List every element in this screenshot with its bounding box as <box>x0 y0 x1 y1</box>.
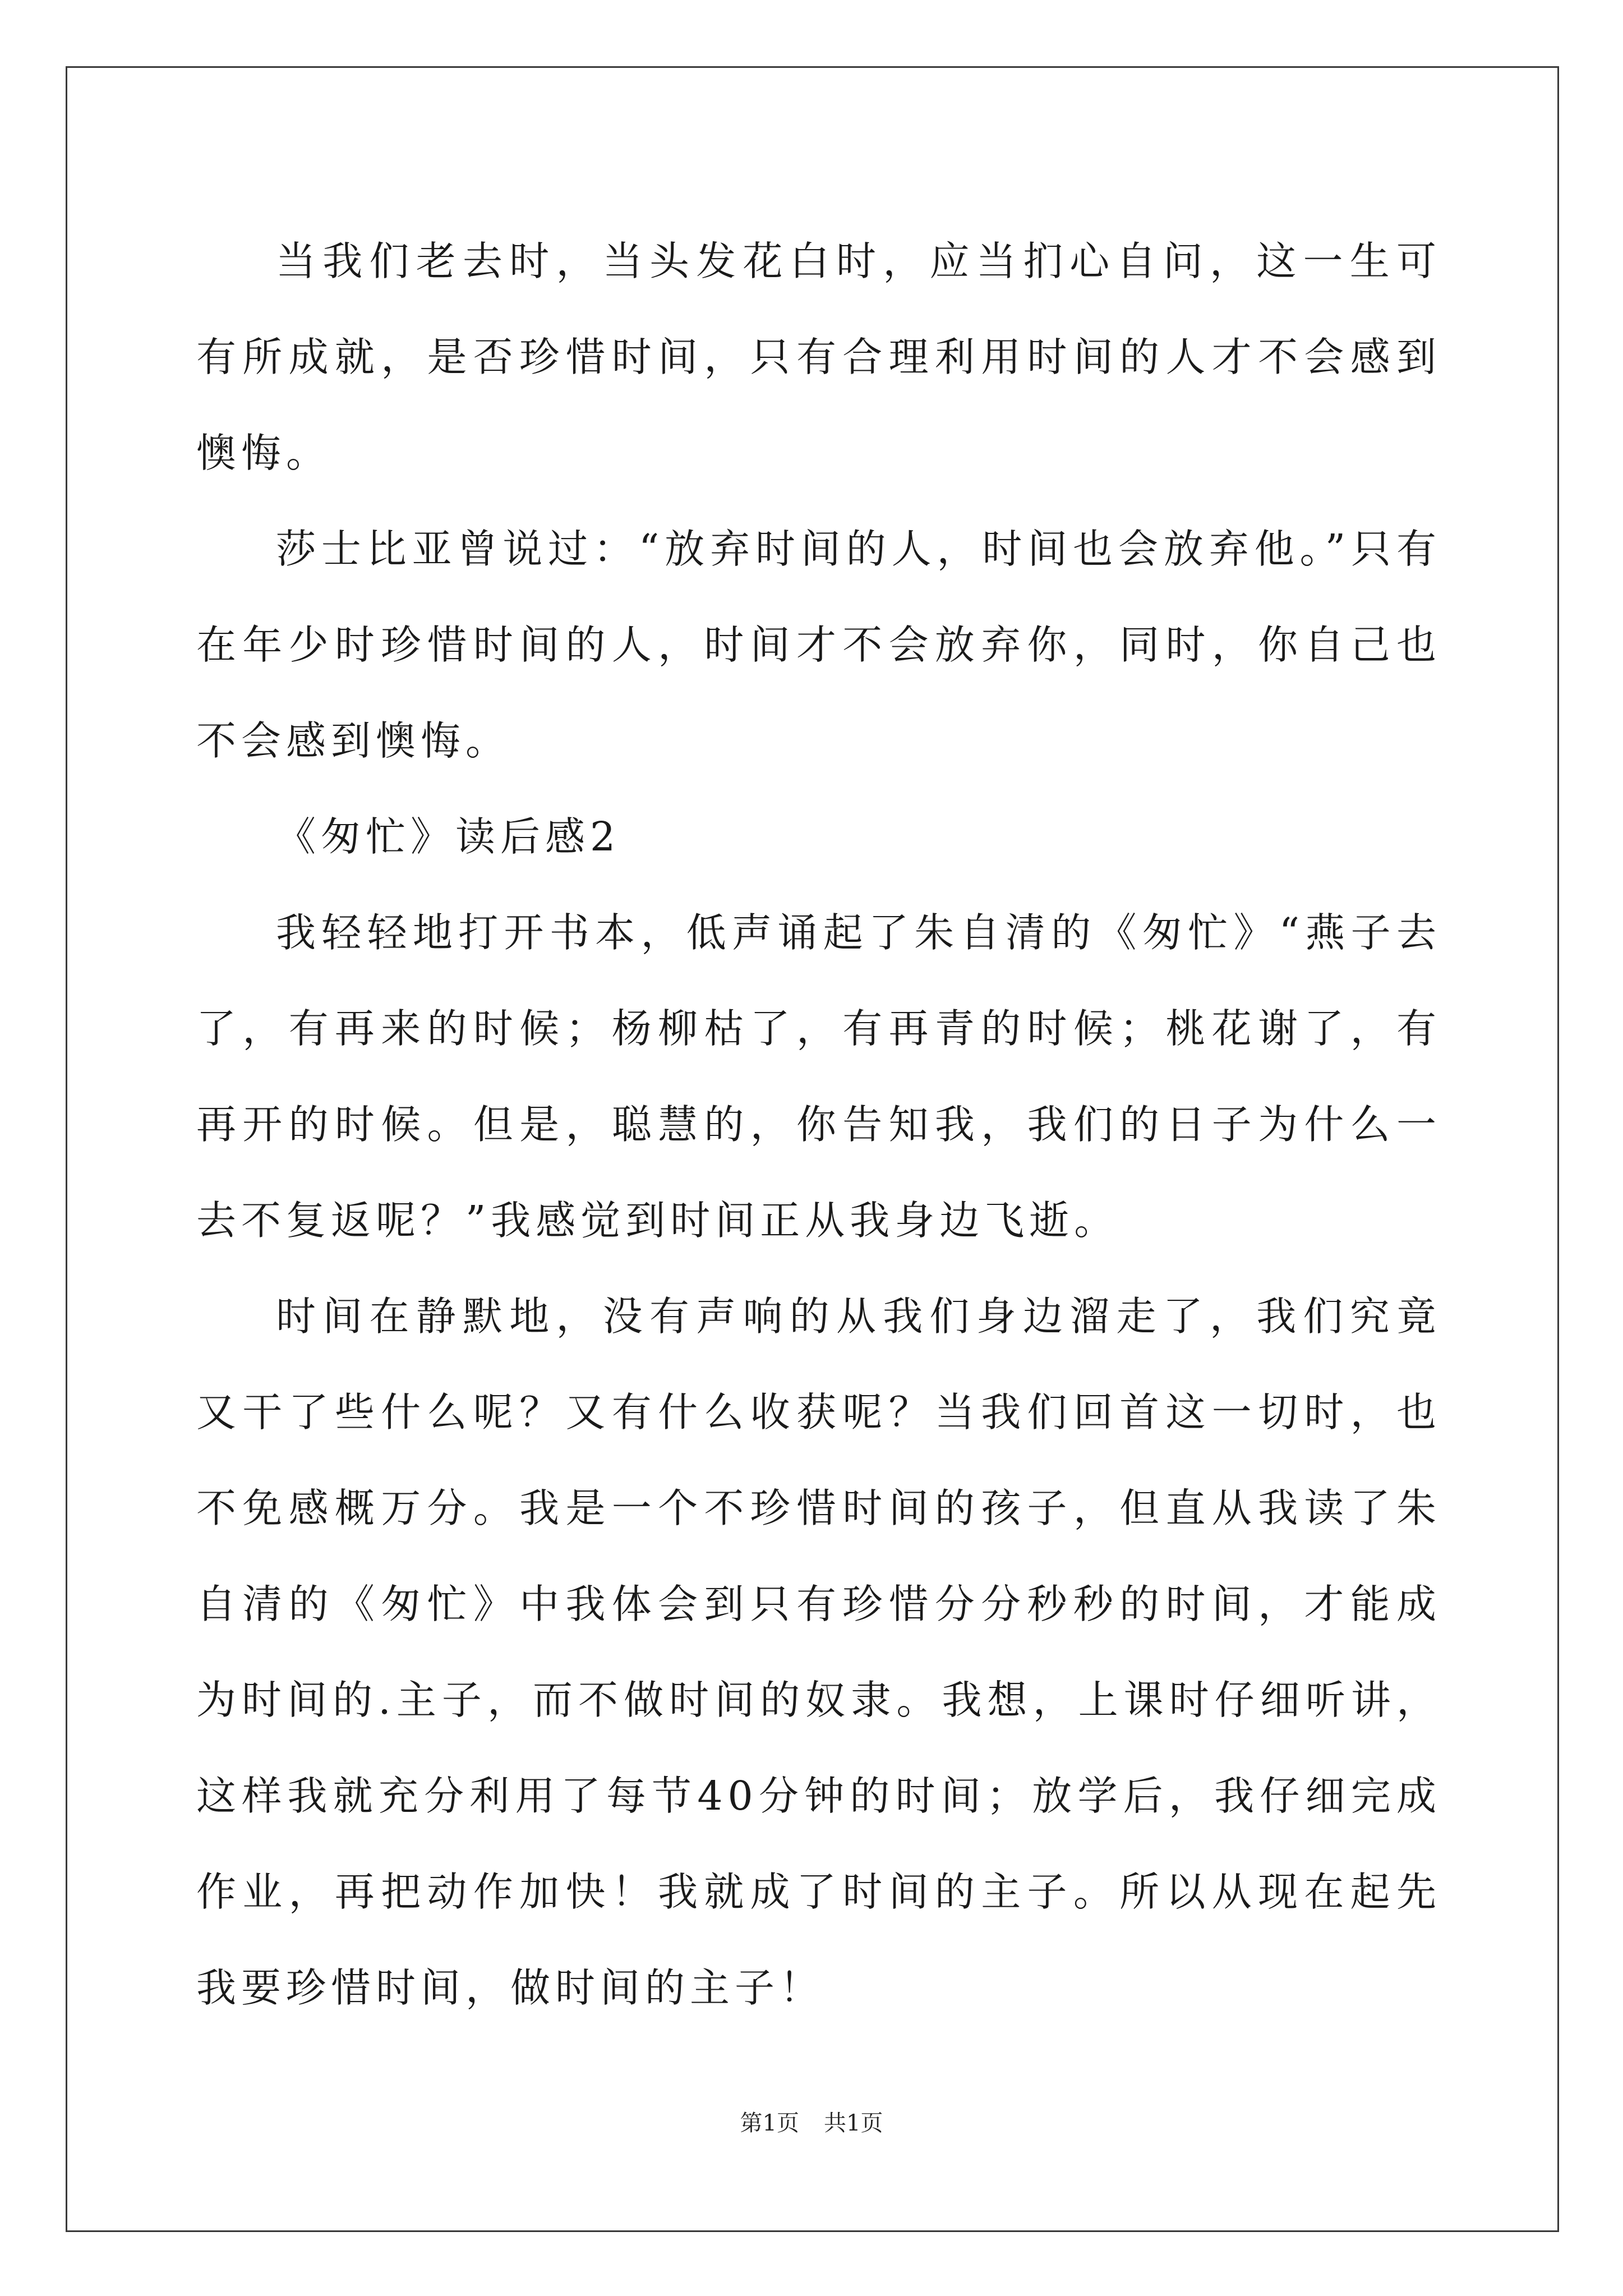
paragraph: 当我们老去时，当头发花白时，应当扪心自问，这一生可有所成就，是否珍惜时间，只有合理利用时间的人才不会感到懊悔。 <box>196 238 1441 476</box>
paragraph: 我轻轻地打开书本，低声诵起了朱自清的《匆忙》“燕子去了，有再来的时候；杨柳枯了，有再青的时候；桃花谢了，有再开的时候。但是，聪慧的，你告知我，我们的日子为什么一去不复返呢？”我感觉到时间正从我身边飞逝。 <box>196 909 1441 1244</box>
page-footer <box>0 2106 1623 2140</box>
paragraph: 时间在静默地，没有声响的从我们身边溜走了，我们究竟又干了些什么呢？又有什么收获呢？当我们回首这一切时，也不免感概万分。我是一个不珍惜时间的孩子，但直从我读了朱自清的《匆忙》中我体会到只有珍惜分分秒秒的时间，才能成为时间的.主子，而不做时间的奴隶。我想，上课时仔细听讲，这样我就充分利用了每节40分钟的时间；放学后，我仔细完成作业，再把动作加快！我就成了时间的主子。所以从现在起先我要珍惜时间，做时间的主子！ <box>196 1293 1441 2011</box>
section-heading: 《匆忙》读后感2 <box>276 813 621 860</box>
page-number: 第1页 <box>740 2110 799 2136</box>
document-body <box>196 213 1441 2036</box>
paragraph: 莎士比亚曾说过：“放弃时间的人，时间也会放弃他。”只有在年少时珍惜时间的人，时间才不会放弃你，同时，你自己也不会感到懊悔。 <box>196 526 1441 764</box>
page-total: 共1页 <box>824 2110 883 2136</box>
